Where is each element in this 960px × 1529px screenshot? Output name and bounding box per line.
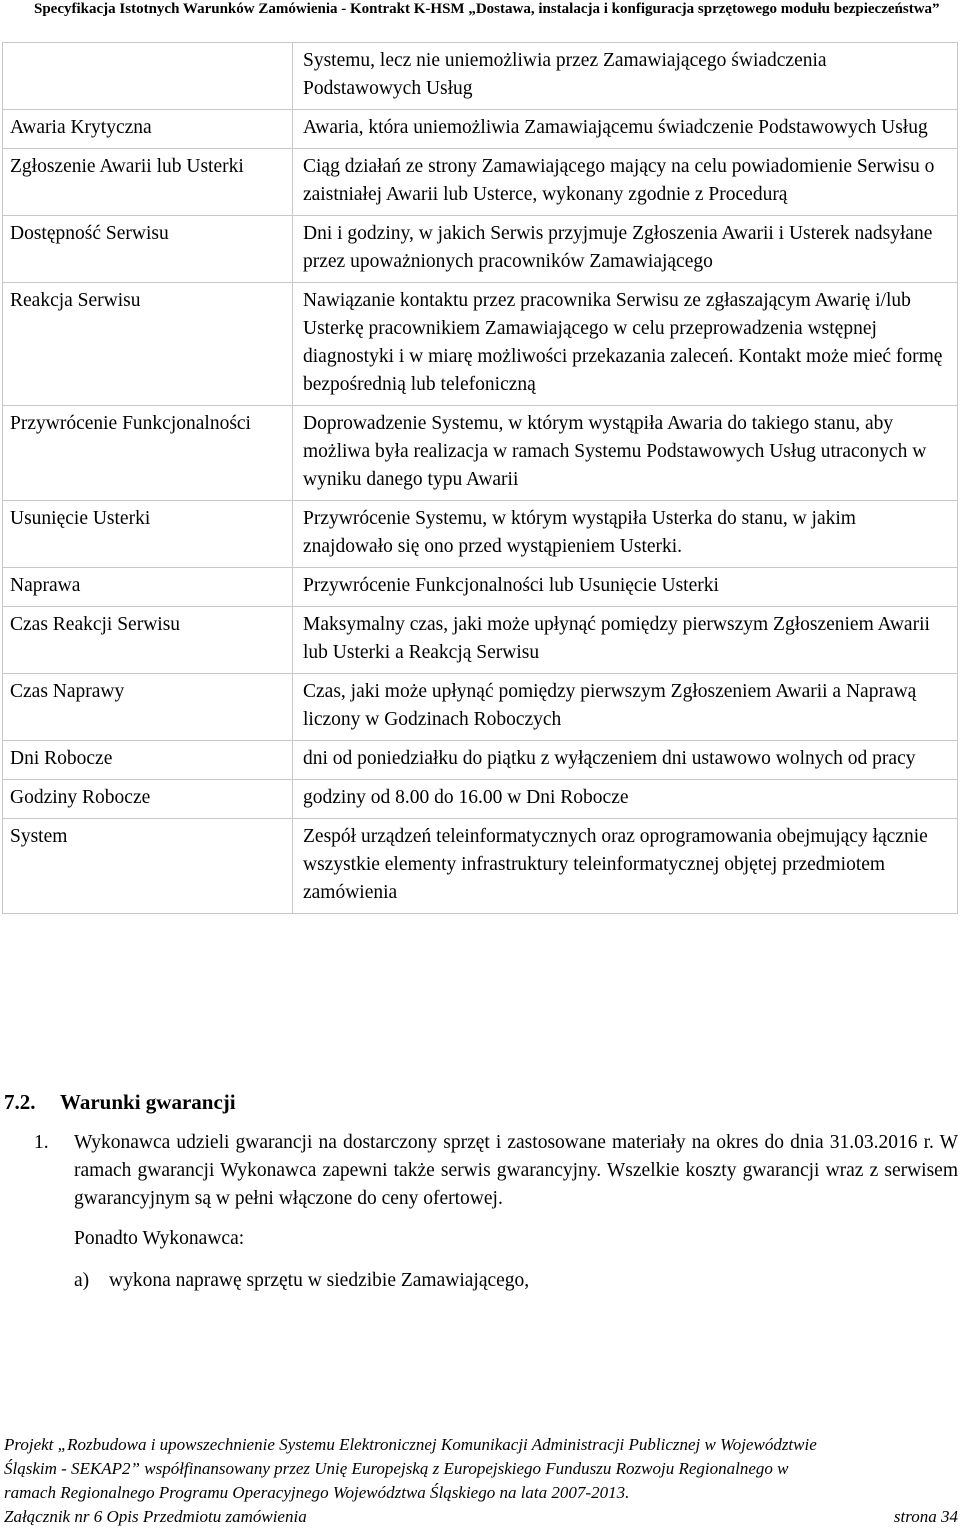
footer-line-4 xyxy=(4,1505,958,1529)
definition-term: Dostępność Serwisu xyxy=(3,216,293,283)
definition-row xyxy=(3,406,958,501)
definition-row xyxy=(3,43,958,110)
definition-text: godziny od 8.00 do 16.00 w Dni Robocze xyxy=(293,780,958,819)
definition-row xyxy=(3,149,958,216)
definition-row xyxy=(3,674,958,741)
definition-term: Czas Naprawy xyxy=(3,674,293,741)
definition-term: Awaria Krytyczna xyxy=(3,110,293,149)
definition-row xyxy=(3,216,958,283)
definition-term: Czas Reakcji Serwisu xyxy=(3,607,293,674)
definition-text: Przywrócenie Funkcjonalności lub Usunięcie Usterki xyxy=(293,568,958,607)
definition-text: Przywrócenie Systemu, w którym wystąpiła Usterka do stanu, w jakim znajdowało się ono przed wystąpieniem Usterki. xyxy=(293,501,958,568)
footer-line-1: Projekt „Rozbudowa i upowszechnienie Systemu Elektronicznej Komunikacji Administracji Publicznej w Województwie xyxy=(4,1435,817,1454)
definition-term xyxy=(3,43,293,110)
list-item-1-text: Wykonawca udzieli gwarancji na dostarczony sprzęt i zastosowane materiały na okres do dnia 31.03.2016 r. W ramach gwarancji Wykonawca zapewni także serwis gwarancyjny. Wszelkie koszty gwarancji wraz z serwisem gwarancyjnym są w pełni włączone do ceny ofertowej. xyxy=(74,1132,958,1209)
definition-text: Czas, jaki może upłynąć pomiędzy pierwszym Zgłoszeniem Awarii a Naprawą liczony w Godzinach Roboczych xyxy=(293,674,958,741)
definition-text: Awaria, która uniemożliwia Zamawiającemu świadczenie Podstawowych Usług xyxy=(293,110,958,149)
list-subitem-a-text: wykona naprawę sprzętu w siedzibie Zamawiającego, xyxy=(109,1270,530,1291)
definition-term: Naprawa xyxy=(3,568,293,607)
section-number: 7.2. xyxy=(4,1090,36,1114)
footer-line-2: Śląskim - SEKAP2” współfinansowany przez Unię Europejską z Europejskiego Funduszu Rozwoju Regionalnego w xyxy=(4,1459,789,1478)
definitions-table xyxy=(2,42,958,914)
definition-text: Zespół urządzeń teleinformatycznych oraz oprogramowania obejmujący łącznie wszystkie elementy infrastruktury teleinformatycznej objętej przedmiotem zamówienia xyxy=(293,819,958,914)
list-subitem-a xyxy=(34,1267,958,1295)
definition-row xyxy=(3,780,958,819)
definitions-table-body xyxy=(3,43,958,914)
definition-text: Nawiązanie kontaktu przez pracownika Serwisu ze zgłaszającym Awarię i/lub Usterkę pracownikiem Zamawiającego w celu przeprowadzenia wstępnej diagnostyki i w miarę możliwości przekazania zaleceń. Kontakt może mieć formę bezpośrednią lub telefoniczną xyxy=(293,283,958,406)
page-number: strona 34 xyxy=(893,1507,958,1526)
definition-text: Doprowadzenie Systemu, w którym wystąpiła Awaria do takiego stanu, aby możliwa była realizacja w ramach Systemu Podstawowych Usług utraconych w wyniku danego typu Awarii xyxy=(293,406,958,501)
warranty-list xyxy=(34,1129,958,1295)
definition-term: Przywrócenie Funkcjonalności xyxy=(3,406,293,501)
list-sub-intro: Ponadto Wykonawca: xyxy=(74,1228,245,1249)
definition-row xyxy=(3,568,958,607)
section-heading xyxy=(4,1090,236,1115)
definition-text: Systemu, lecz nie uniemożliwia przez Zamawiającego świadczenia Podstawowych Usług xyxy=(293,43,958,110)
definition-term: Zgłoszenie Awarii lub Usterki xyxy=(3,149,293,216)
definition-text: dni od poniedziałku do piątku z wyłączeniem dni ustawowo wolnych od pracy xyxy=(293,741,958,780)
definition-row xyxy=(3,283,958,406)
section-title: Warunki gwarancji xyxy=(60,1090,236,1114)
definition-row xyxy=(3,501,958,568)
running-header: Specyfikacja Istotnych Warunków Zamówienia - Kontrakt K-HSM „Dostawa, instalacja i konfiguracja sprzętowego modułu bezpieczeństwa” xyxy=(34,1,940,17)
definition-row xyxy=(3,607,958,674)
definition-term: Godziny Robocze xyxy=(3,780,293,819)
definition-term: Usunięcie Usterki xyxy=(3,501,293,568)
footer-attachment: Załącznik nr 6 Opis Przedmiotu zamówienia xyxy=(4,1507,307,1526)
list-item-1 xyxy=(34,1129,958,1213)
definition-row xyxy=(3,819,958,914)
footer-line-3: ramach Regionalnego Programu Operacyjnego Województwa Śląskiego na lata 2007-2013. xyxy=(4,1483,630,1502)
definition-row xyxy=(3,741,958,780)
page-footer xyxy=(4,1433,958,1529)
definition-text: Dni i godziny, w jakich Serwis przyjmuje Zgłoszenia Awarii i Usterek nadsyłane przez upoważnionych pracowników Zamawiającego xyxy=(293,216,958,283)
definition-term: System xyxy=(3,819,293,914)
list-item-1-marker: 1. xyxy=(34,1132,49,1153)
definition-text: Ciąg działań ze strony Zamawiającego mający na celu powiadomienie Serwisu o zaistniałej Awarii lub Usterce, wykonany zgodnie z Procedurą xyxy=(293,149,958,216)
definition-text: Maksymalny czas, jaki może upłynąć pomiędzy pierwszym Zgłoszeniem Awarii lub Usterki a Reakcją Serwisu xyxy=(293,607,958,674)
definition-term: Dni Robocze xyxy=(3,741,293,780)
definition-term: Reakcja Serwisu xyxy=(3,283,293,406)
list-subitem-a-marker: a) xyxy=(74,1270,90,1291)
definition-row xyxy=(3,110,958,149)
